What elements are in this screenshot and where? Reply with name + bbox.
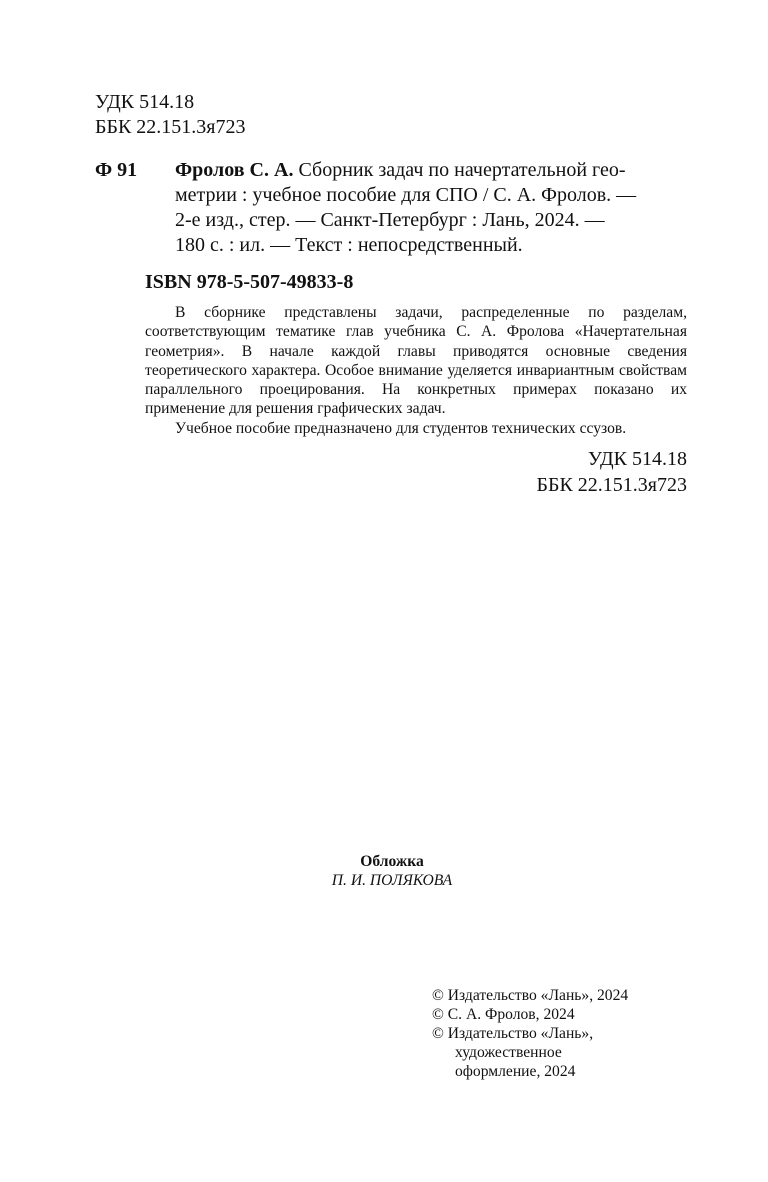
bibliographic-record	[95, 158, 687, 498]
annotation-paragraph-1: В сборнике представлены задачи, распределенные по разделам, соответствующим тематике глав учебника С. А. Фролова «Начертательная геометрия». В начале каждой главы приводятся основные сведения теоретического характера. Особое внимание уделяется инвариантным свойствам параллельного проецирования. На конкретных примерах показано их применение для решения графических задач.	[145, 304, 687, 418]
description-line-2: метрии : учебное пособие для СПО / С. А. Фролов. —	[175, 184, 637, 206]
author-cipher: Ф 91	[95, 159, 138, 181]
copyright-design-publisher: © Издательство «Лань»,	[432, 1025, 594, 1042]
annotation	[145, 303, 687, 438]
copyright-design-line-3: оформление, 2024	[455, 1063, 576, 1080]
cover-label: Обложка	[360, 853, 424, 870]
udk-code: УДК 514.18	[95, 91, 195, 113]
copyright-design-line-2: художественное	[455, 1044, 562, 1061]
cover-credit	[0, 852, 768, 890]
cover-designer: П. И. ПОЛЯКОВА	[331, 872, 453, 889]
top-classification-codes	[95, 90, 246, 140]
bbk-code: ББК 22.151.3я723	[95, 116, 246, 138]
bibliographic-entry	[95, 158, 687, 258]
description-line-1	[175, 158, 687, 183]
title-start: Сборник задач по начертательной гео-	[298, 159, 626, 181]
author-name: Фролов С. А.	[175, 159, 294, 181]
bibliographic-description	[175, 158, 687, 258]
annotation-paragraph-2: Учебное пособие предназначено для студентов технических ссузов.	[175, 419, 627, 437]
description-line-4: 180 с. : ил. — Текст : непосредственный.	[175, 234, 523, 256]
isbn: ISBN 978-5-507-49833-8	[145, 271, 354, 293]
bbk-code-bottom: ББК 22.151.3я723	[536, 474, 687, 497]
udk-code-bottom: УДК 514.18	[587, 448, 687, 471]
copyright-publisher: © Издательство «Лань», 2024	[432, 987, 629, 1004]
copyright-block	[432, 986, 628, 1081]
bottom-classification-codes	[95, 446, 687, 498]
copyright-author: © С. А. Фролов, 2024	[432, 1006, 575, 1023]
description-line-3: 2-е изд., стер. — Санкт-Петербург : Лань, 2024. —	[175, 209, 605, 231]
